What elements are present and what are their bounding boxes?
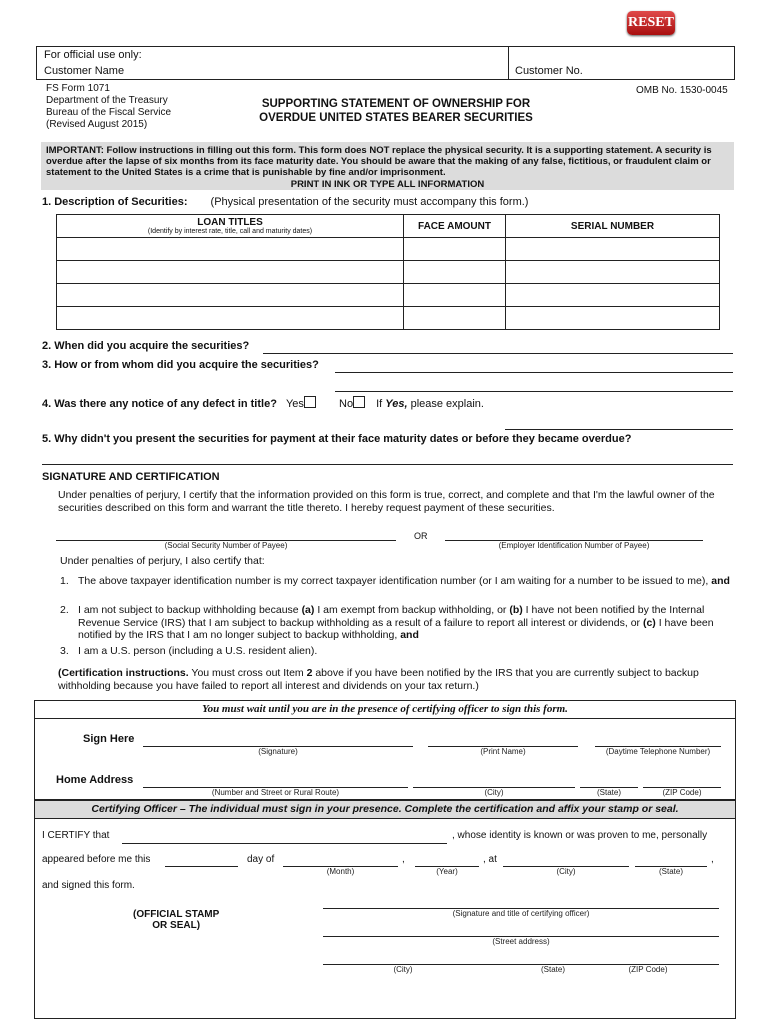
loan-title-cell[interactable]	[57, 261, 404, 284]
phone-caption: (Daytime Telephone Number)	[605, 747, 711, 756]
face-amount-cell[interactable]	[404, 238, 506, 261]
city-caption: (City)	[484, 788, 504, 797]
month-caption: (Month)	[326, 867, 355, 876]
print-instruction: PRINT IN INK OR TYPE ALL INFORMATION	[290, 179, 485, 190]
at-label: , at	[483, 854, 497, 865]
yes-checkbox[interactable]	[304, 396, 316, 408]
signature-caption: (Signature)	[258, 747, 298, 756]
certification-instructions: (Certification instructions. You must cross out Item 2 above if you have been notified by the IRS that you are currently subject to backup withholding because you have failed to report all interest and dividends on your tax return.)	[58, 667, 699, 692]
col-serial-number: SERIAL NUMBER	[506, 215, 720, 238]
sign-here-label: Sign Here	[83, 733, 135, 745]
signed-form-label: and signed this form.	[42, 880, 135, 891]
face-amount-cell[interactable]	[404, 307, 506, 330]
item-3-number: 3.	[60, 645, 69, 657]
q3-label: 3. How or from whom did you acquire the securities?	[42, 359, 319, 371]
item-3: I am a U.S. person (including a U.S. resident alien).	[78, 645, 318, 657]
ssn-caption: (Social Security Number of Payee)	[164, 541, 288, 550]
i-certify-label: I CERTIFY that	[42, 830, 110, 841]
q1-note: (Physical presentation of the security must accompany this form.)	[210, 196, 529, 208]
title-line1: SUPPORTING STATEMENT OF OWNERSHIP FOR	[261, 98, 531, 110]
perjury-statement-2: Under penalties of perjury, I also certify that:	[60, 555, 265, 567]
item-1: The above taxpayer identification number is my correct taxpayer identification number (or I am waiting for a number to be issued to me), and	[78, 575, 730, 587]
col-loan-titles: LOAN TITLES (Identify by interest rate, title, call and maturity dates)	[57, 215, 404, 238]
customer-name-label: Customer Name	[44, 65, 125, 77]
serial-number-cell[interactable]	[506, 307, 720, 330]
official-use-box	[36, 46, 735, 80]
officer-street-caption: (Street address)	[492, 937, 550, 946]
serial-number-cell[interactable]	[506, 238, 720, 261]
q2-label: 2. When did you acquire the securities?	[42, 340, 250, 352]
department: Department of the Treasury	[46, 95, 168, 106]
sign-section	[34, 717, 736, 800]
official-stamp-label: (OFFICIAL STAMP OR SEAL)	[133, 909, 220, 931]
officer-zip-caption: (ZIP Code)	[628, 965, 668, 974]
year-caption: (Year)	[436, 867, 458, 876]
state-caption: (State)	[596, 788, 621, 797]
print-name-caption: (Print Name)	[480, 747, 526, 756]
customer-no-label: Customer No.	[515, 65, 583, 77]
loan-title-cell[interactable]	[57, 238, 404, 261]
no-label: No	[339, 398, 354, 410]
revision: (Revised August 2015)	[46, 119, 148, 130]
form-info	[46, 83, 171, 131]
q2-answer-line[interactable]	[263, 353, 733, 354]
certifying-officer-heading: Certifying Officer – The individual must sign in your presence. Complete the certification and affix your stamp or seal.	[34, 800, 736, 819]
important-text: IMPORTANT: Follow instructions in filling out this form. This form does NOT replace the physical security. It is a supporting statement. A security is overdue after the lapse of six months from its face maturity date. You should be aware that the making of any false, fictitious, or fraudulent claim or statement to the United States is a crime that is punishable by fine and/or imprisonment.	[46, 145, 712, 178]
officer-state-caption: (State)	[540, 965, 565, 974]
officer-city-caption: (City)	[393, 965, 413, 974]
item-2: I am not subject to backup withholding because (a) I am exempt from backup withholding, or (b) I have not been notified by the Internal Revenue Service (IRS) that I am subject to backup withholding as a result of a failure to report all interest or dividends, or (c) I have been notified by the IRS that I am no longer subject to backup withholding, and	[78, 604, 714, 641]
comma-1: ,	[402, 854, 405, 865]
face-amount-cell[interactable]	[404, 284, 506, 307]
q3-answer-line-2[interactable]	[335, 391, 733, 392]
cert-city-caption: (City)	[556, 867, 576, 876]
title-line2: OVERDUE UNITED STATES BEARER SECURITIES	[259, 112, 533, 124]
q5-answer-line[interactable]	[42, 464, 733, 465]
item-2-number: 2.	[60, 604, 69, 616]
day-of-label: day of	[247, 854, 275, 865]
serial-number-cell[interactable]	[506, 261, 720, 284]
certifying-officer-section	[34, 818, 736, 1019]
comma-2: ,	[711, 854, 714, 865]
face-amount-cell[interactable]	[404, 261, 506, 284]
item-1-number: 1.	[60, 575, 69, 587]
table-row	[57, 261, 720, 284]
identity-text: , whose identity is known or was proven to me, personally	[452, 830, 708, 841]
loan-title-cell[interactable]	[57, 284, 404, 307]
home-address-label: Home Address	[56, 774, 134, 786]
zip-caption: (ZIP Code)	[662, 788, 702, 797]
q5-label: 5. Why didn't you present the securities for payment at their face maturity dates or before they became overdue?	[42, 433, 632, 445]
appeared-label: appeared before me this	[42, 854, 151, 865]
ein-caption: (Employer Identification Number of Payee)	[498, 541, 650, 550]
serial-number-cell[interactable]	[506, 284, 720, 307]
form-title	[220, 97, 572, 125]
yes-label: Yes	[285, 398, 304, 410]
securities-table	[56, 214, 720, 330]
q1-label: 1. Description of Securities:	[42, 196, 188, 208]
table-row	[57, 307, 720, 330]
official-use-label: For official use only:	[44, 49, 142, 61]
perjury-statement-1: Under penalties of perjury, I certify that the information provided on this form is true, correct, and complete and that I'm the lawful owner of the securities described on this form and warrant the title thereto. I hereby request payment of these securities.	[58, 489, 715, 514]
important-notice	[41, 142, 734, 190]
if-label: If	[376, 398, 386, 410]
cert-state-caption: (State)	[658, 867, 683, 876]
certify-name-line[interactable]	[122, 843, 447, 844]
bureau: Bureau of the Fiscal Service	[46, 107, 172, 118]
q1	[42, 196, 528, 208]
no-checkbox[interactable]	[353, 396, 365, 408]
form-number: FS Form 1071	[46, 83, 110, 94]
or-label: OR	[414, 531, 428, 541]
loan-title-cell[interactable]	[57, 307, 404, 330]
reset-button[interactable]: RESET	[627, 11, 675, 35]
col-face-amount: FACE AMOUNT	[404, 215, 506, 238]
explain-label: please explain.	[407, 398, 484, 410]
q3-answer-line[interactable]	[335, 372, 733, 373]
officer-signature-caption: (Signature and title of certifying officer)	[452, 909, 590, 918]
q4-explain-line[interactable]	[505, 429, 733, 430]
table-row	[57, 284, 720, 307]
sig-cert-heading: SIGNATURE AND CERTIFICATION	[42, 471, 220, 483]
table-row	[57, 238, 720, 261]
if-yes-label: Yes,	[385, 398, 408, 410]
q4-label: 4. Was there any notice of any defect in title?	[42, 398, 277, 410]
q4	[42, 396, 484, 410]
street-caption: (Number and Street or Rural Route)	[211, 788, 340, 797]
omb-number: OMB No. 1530-0045	[636, 85, 728, 96]
day-line[interactable]	[165, 866, 238, 867]
wait-banner: You must wait until you are in the presence of certifying officer to sign this form.	[34, 700, 736, 719]
